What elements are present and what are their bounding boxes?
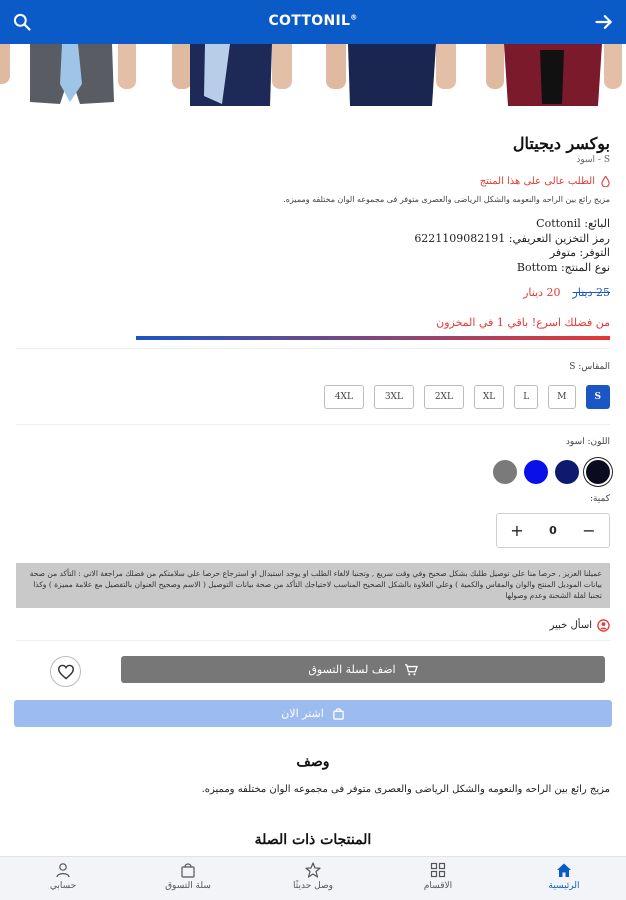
- product-type: نوع المنتج: Bottom: [516, 260, 610, 274]
- size-option-2xl[interactable]: 2XL: [424, 385, 464, 409]
- color-label: اللون: اسود: [565, 437, 610, 447]
- nav-home-label: الرئيسية: [548, 881, 580, 891]
- size-option-3xl[interactable]: 3XL: [374, 385, 414, 409]
- ask-expert-text: اسأل خبير: [549, 620, 592, 631]
- size-selector: [324, 385, 610, 409]
- color-swatch-black[interactable]: [586, 460, 610, 484]
- order-notice: عميلنا العزيز , حرصا منا علي توصيل طلبك بشكل صحيح وفي وقت سريع , وتجنبا لالغاء الطلب او يوجد استبدال او استرجاع حرصا علي سلامتكم من فضلك مراجعة الاتي : التأكد من صحة بيانات الموديل المنتج والوان والمقاس والكمية ) وعلي العلاوة بالشكل الصحيح المناسب لاحتياجك التأكد من صحة بيانات التوصيل ( الاسم وصحيح العنوان بالتفصيل مع علامة مميزة ) وكذا تجنبا لقلة الشحنة وعدم وصولها: [16, 563, 610, 608]
- nav-categories[interactable]: [388, 862, 488, 891]
- divider: [16, 424, 610, 425]
- product-variant: S - اسود: [576, 155, 610, 165]
- top-app-bar: [0, 0, 626, 44]
- divider: [16, 640, 610, 641]
- arrow-right-icon[interactable]: [594, 12, 614, 32]
- color-swatch-navy[interactable]: [555, 460, 579, 484]
- size-option-l[interactable]: L: [514, 385, 538, 409]
- description-title: وصف: [296, 754, 330, 770]
- description-text: مزيج رائع بين الراحه والنعومه والشكل الرياضى والعصرى متوفر فى مجموعه الوان مختلفه ومميزه.: [201, 784, 610, 795]
- add-to-cart-button[interactable]: [121, 656, 605, 683]
- nav-categories-label: الاقسام: [423, 881, 453, 891]
- flame-icon: [601, 176, 610, 187]
- nav-new-arrivals[interactable]: [263, 862, 363, 891]
- short-description: مزيج رائع بين الراحه والنعومه والشكل الرياضى والعصرى متوفر فى مجموعه الوان مختلفه ومميزه.: [283, 195, 610, 204]
- color-swatch-gray[interactable]: [493, 460, 517, 484]
- nav-account-label: حسابي: [49, 881, 77, 891]
- product-thumbnail[interactable]: [160, 44, 308, 106]
- size-option-s[interactable]: S: [586, 385, 611, 409]
- size-option-xl[interactable]: XL: [474, 385, 504, 409]
- product-thumbnail[interactable]: [478, 44, 626, 106]
- ask-expert-link[interactable]: [550, 619, 610, 632]
- stock-urgency: من فضلك اسرع! باقي 1 في المخزون: [436, 316, 610, 329]
- add-to-cart-label: اضف لسلة التسوق: [308, 663, 396, 676]
- cart-icon: [404, 664, 418, 676]
- user-icon: [55, 862, 71, 878]
- high-demand-text: الطلب عالى على هذا المنتج: [479, 176, 595, 187]
- product-thumbnail[interactable]: [0, 44, 148, 106]
- brand-logo[interactable]: COTTONIL®: [268, 13, 358, 29]
- star-icon: [305, 862, 321, 878]
- grid-icon: [430, 862, 446, 878]
- bottom-navigation: [0, 856, 626, 900]
- seller: البائع: Cottonil: [536, 217, 610, 230]
- old-price: 25 دينار: [572, 286, 610, 299]
- size-option-4xl[interactable]: 4XL: [324, 385, 364, 409]
- bag-icon: [332, 707, 345, 720]
- related-products-title: المنتجات ذات الصلة: [254, 832, 372, 848]
- product-title: بوكسر ديجيتال: [512, 134, 610, 153]
- divider: [16, 348, 610, 349]
- shopping-bag-icon: [180, 862, 196, 878]
- nav-home[interactable]: [514, 862, 614, 891]
- home-icon: [556, 862, 572, 878]
- barcode: رمز التخزين التعريفي: 6221109082191: [414, 231, 610, 245]
- product-image-gallery[interactable]: [0, 44, 626, 110]
- quantity-increase-button[interactable]: +: [510, 521, 524, 540]
- availability: التوفر: متوفر: [549, 246, 610, 259]
- nav-new-arrivals-label: وصل حديثًا: [293, 881, 333, 891]
- high-demand-notice: [480, 176, 610, 187]
- color-selector: [493, 460, 610, 484]
- quantity-value[interactable]: 0: [549, 524, 557, 537]
- color-swatch-blue[interactable]: [524, 460, 548, 484]
- product-thumbnail[interactable]: [318, 44, 466, 106]
- price-row: [523, 286, 610, 299]
- stock-progress-bar: [136, 336, 610, 340]
- quantity-label: كمية:: [589, 494, 610, 504]
- nav-cart-label: سلة التسوق: [165, 881, 211, 891]
- size-option-m[interactable]: M: [548, 385, 575, 409]
- nav-account[interactable]: [13, 862, 113, 891]
- quantity-decrease-button[interactable]: −: [582, 521, 596, 540]
- buy-now-button[interactable]: [14, 700, 612, 727]
- sale-price: 20 دينار: [523, 286, 561, 299]
- nav-cart[interactable]: [138, 862, 238, 891]
- heart-icon: [57, 664, 75, 680]
- quantity-stepper: [496, 513, 610, 548]
- wishlist-button[interactable]: [50, 656, 81, 687]
- size-label: المقاس: S: [569, 362, 610, 372]
- user-circle-icon: [597, 619, 610, 632]
- buy-now-label: اشتر الان: [281, 707, 324, 720]
- product-details: [414, 217, 610, 275]
